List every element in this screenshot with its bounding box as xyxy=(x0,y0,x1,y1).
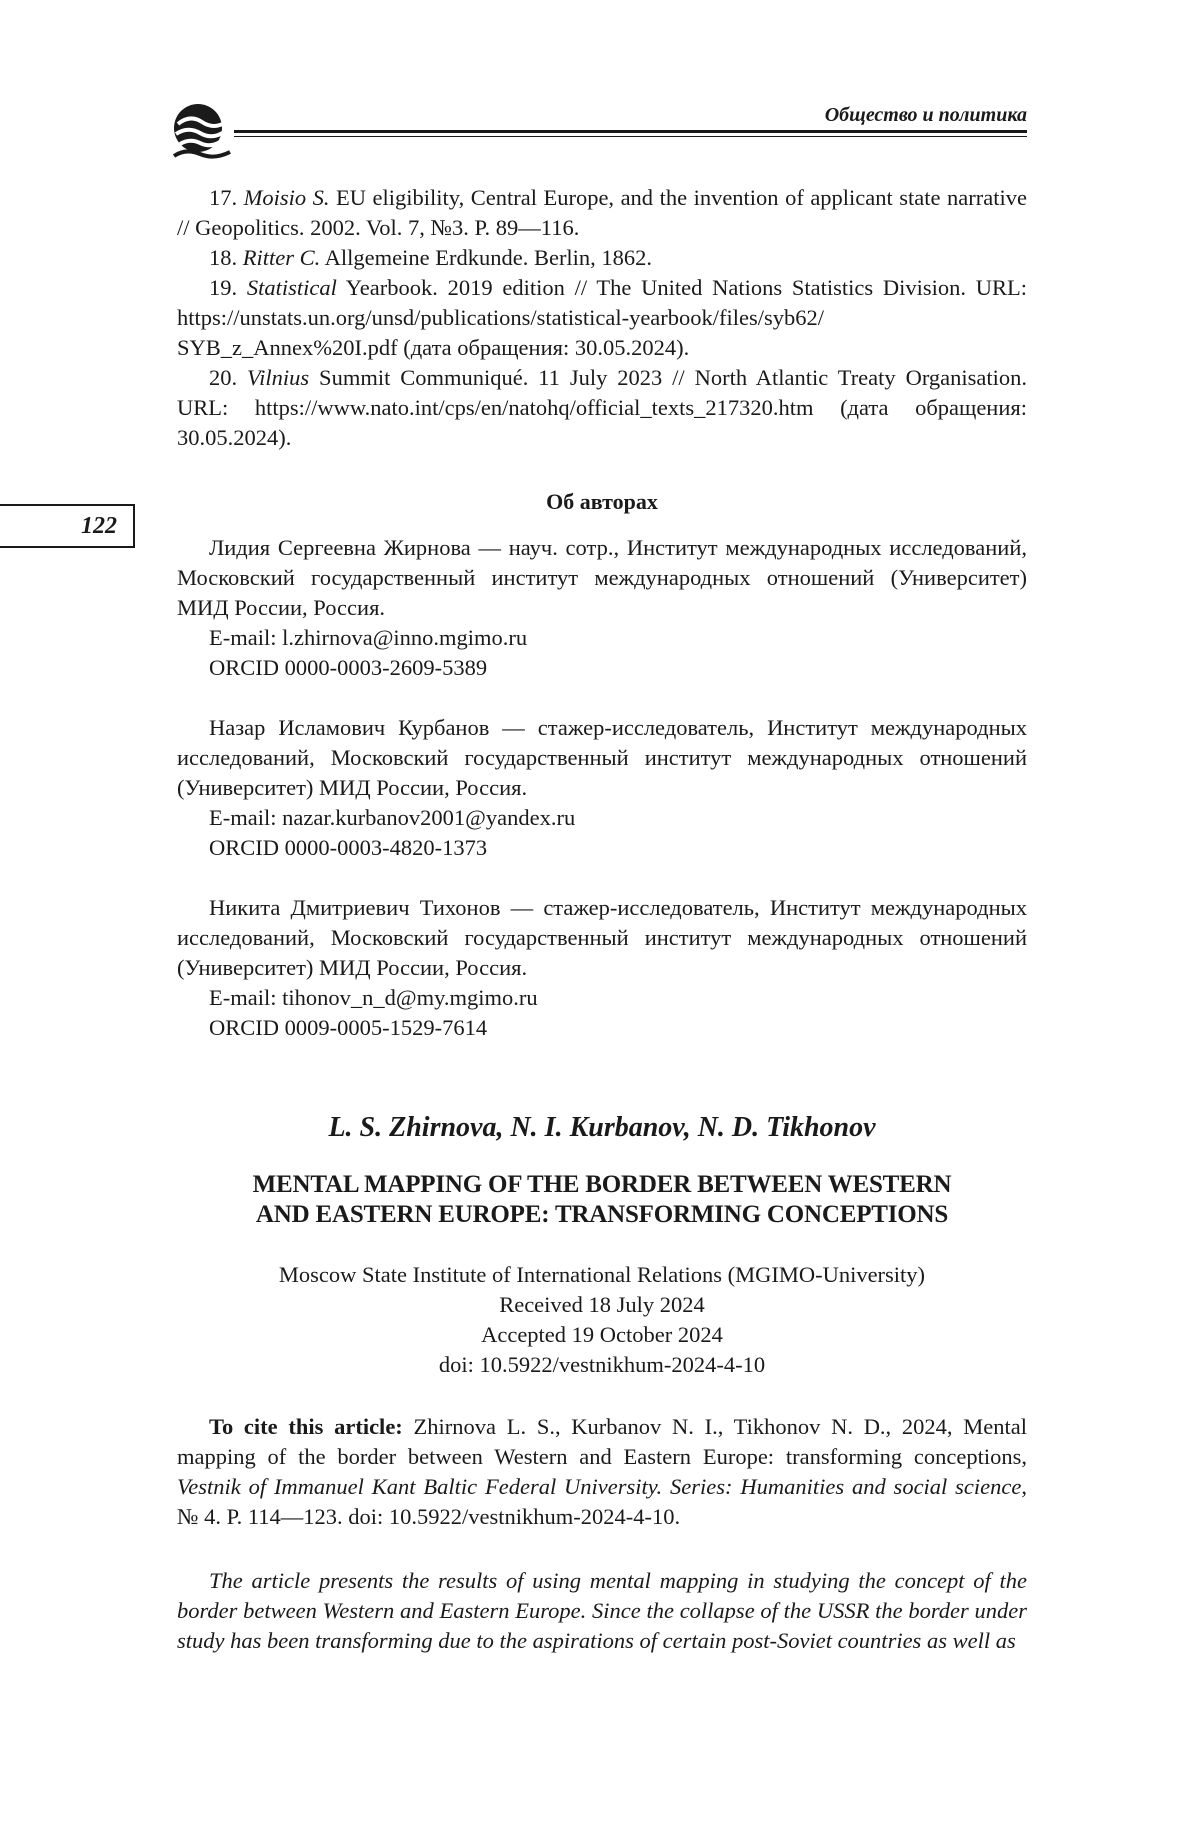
article-meta xyxy=(177,1260,1027,1380)
institution: Moscow State Institute of International Relations (MGIMO-University) xyxy=(278,1262,926,1287)
authors-list xyxy=(177,533,1027,1073)
journal-wave-logo-icon xyxy=(172,102,236,166)
journal-name: Vestnik of Immanuel Kant Baltic Federal University. Series: Humanities and social science xyxy=(177,1474,1022,1499)
header-rule-thin xyxy=(234,136,1027,137)
abstract-text: The article presents the results of using mental mapping in studying the concept of the border between Western and Eastern Europe. Since the collapse of the USSR the border under study has been transforming due to the aspirations of certain post-Soviet countries as well as xyxy=(177,1568,1027,1653)
reference-item: 20. Vilnius Summit Communiqué. 11 July 2023 // North Atlantic Treaty Organisation. URL: https://www.nato.int/cps/en/natohq/official_texts_217320.htm (дата обращения: 30.05.2024). xyxy=(177,365,1028,450)
reference-item: 17. Moisio S. EU eligibility, Central Europe, and the invention of applicant state narrative // Geopolitics. 2002. Vol. 7, №3. P. 89—116. xyxy=(177,185,1027,240)
header-rule-thick xyxy=(234,130,1027,133)
author-orcid: ORCID 0000-0003-2609-5389 xyxy=(209,655,488,680)
author-block xyxy=(177,713,1027,863)
author-bio: Никита Дмитриевич Тихонов — стажер-исследователь, Институт международных исследований, Московский государственный институт международных отношений (Университет) МИД России, Россия. xyxy=(177,895,1027,980)
author-orcid: ORCID 0000-0003-4820-1373 xyxy=(209,835,488,860)
english-authors: L. S. Zhirnova, N. I. Kurbanov, N. D. Tikhonov xyxy=(328,1112,876,1143)
reference-item: 18. Ritter C. Allgemeine Erdkunde. Berlin, 1862. xyxy=(209,245,653,270)
authors-heading-wrap xyxy=(177,487,1027,517)
author-block xyxy=(177,893,1027,1043)
page-number: 122 xyxy=(81,513,117,539)
author-orcid: ORCID 0009-0005-1529-7614 xyxy=(209,1015,488,1040)
author-block xyxy=(177,533,1027,683)
running-header xyxy=(172,100,1027,170)
citation-paragraph: To cite this article: Zhirnova L. S., Kurbanov N. I., Tikhonov N. D., 2024, Mental mapping of the border between Western and Eastern Europe: transforming conceptions, Vestnik of Immanuel Kant Baltic Federal University. Series: Humanities and social science, № 4. P. 114—123. doi: 10.5922/vestnikhum-2024-4-10. xyxy=(177,1414,1027,1529)
page-number-box xyxy=(0,504,135,548)
author-email: E-mail: tihonov_n_d@my.mgimo.ru xyxy=(209,985,538,1010)
english-title-line: MENTAL MAPPING OF THE BORDER BETWEEN WESTERN xyxy=(252,1171,952,1198)
author-bio: Лидия Сергеевна Жирнова — науч. сотр., Институт международных исследований, Московский государственный институт международных отношений (Университет) МИД России, Россия. xyxy=(177,535,1027,620)
accepted-date: Accepted 19 October 2024 xyxy=(481,1322,723,1347)
author-email: E-mail: nazar.kurbanov2001@yandex.ru xyxy=(209,805,576,830)
abstract-block xyxy=(177,1566,1027,1656)
doi: doi: 10.5922/vestnikhum-2024-4-10 xyxy=(438,1352,766,1377)
received-date: Received 18 July 2024 xyxy=(499,1292,705,1317)
section-title: Общество и политика xyxy=(824,104,1027,126)
reference-list xyxy=(177,183,1027,453)
author-email: E-mail: l.zhirnova@inno.mgimo.ru xyxy=(209,625,528,650)
authors-heading: Об авторах xyxy=(546,489,658,514)
citation-label: To cite this article: xyxy=(209,1414,403,1439)
english-title xyxy=(177,1170,1027,1230)
reference-item: 19. Statistical Yearbook. 2019 edition // The United Nations Statistics Division. URL: https://unstats.un.org/unsd/publications/statistical-yearbook/files/syb62/ SYB_z_Annex%20I.pdf (дата обращения: 30.05.2024). xyxy=(177,275,1027,360)
citation-block xyxy=(177,1412,1027,1532)
english-title-line: AND EASTERN EUROPE: TRANSFORMING CONCEPTIONS xyxy=(255,1201,949,1228)
author-bio: Назар Исламович Курбанов — стажер-исследователь, Институт международных исследований, Московский государственный институт международных отношений (Университет) МИД России, Россия. xyxy=(177,715,1027,800)
